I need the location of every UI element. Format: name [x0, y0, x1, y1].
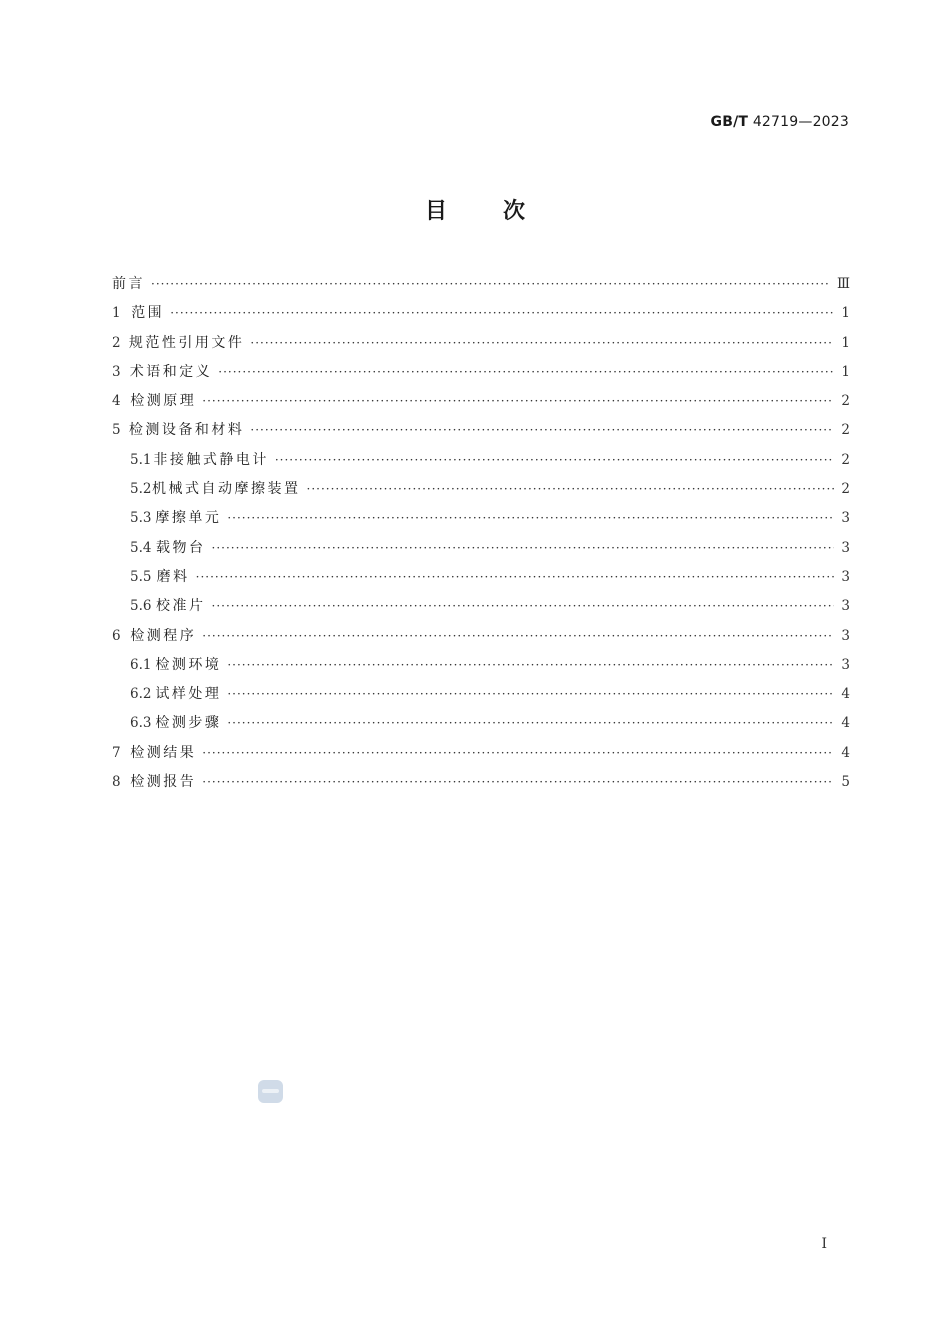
toc-entry-number: 8	[112, 774, 121, 791]
toc-dot-leader	[250, 329, 834, 358]
toc-entry-page: 4	[841, 744, 850, 761]
toc-entry[interactable]	[112, 270, 850, 299]
toc-entry-page: 3	[841, 598, 850, 615]
toc-entry-page: 5	[841, 774, 850, 791]
toc-entry-number: 5.3	[130, 510, 152, 527]
toc-entry-label: 检测原理	[130, 393, 197, 410]
toc-entry-label: 磨料	[156, 568, 190, 585]
toc-entry[interactable]	[112, 768, 850, 797]
standard-prefix: GB/T	[710, 114, 749, 130]
toc-entry-page: 2	[841, 393, 850, 410]
toc-entry[interactable]	[112, 739, 850, 768]
toc-entry-number: 5.4	[130, 539, 152, 556]
toc-entry-label: 非接触式静电计	[153, 451, 269, 468]
toc-entry-label: 校准片	[156, 598, 206, 615]
toc-entry-number: 4	[112, 393, 121, 410]
page-title	[0, 194, 950, 225]
title-char-1: 目	[424, 199, 447, 224]
toc-entry-page: 4	[841, 686, 850, 703]
toc-entry-label: 术语和定义	[129, 363, 213, 380]
toc-dot-leader	[212, 534, 835, 563]
toc-entry-label: 前言	[112, 276, 145, 292]
toc-entry-label: 检测结果	[130, 744, 197, 761]
toc-dot-leader	[202, 622, 834, 651]
toc-entry-label: 范围	[131, 305, 165, 322]
toc-entry[interactable]	[112, 446, 850, 475]
toc-entry-page: 2	[841, 451, 850, 468]
toc-dot-leader	[275, 446, 834, 475]
toc-entry-label: 规范性引用文件	[128, 334, 245, 351]
toc-entry[interactable]	[112, 651, 850, 680]
toc-entry-page: 3	[841, 627, 850, 644]
toc-entry-page: 3	[841, 539, 850, 556]
toc-entry[interactable]	[112, 563, 850, 592]
toc-dot-leader	[218, 358, 834, 387]
toc-entry-label: 机械式自动摩擦装置	[152, 481, 301, 498]
toc-entry-number: 5	[112, 422, 121, 439]
toc-dot-leader	[227, 709, 834, 738]
toc-entry-number: 5.5	[130, 568, 152, 585]
toc-entry-number: 6.1	[130, 656, 152, 673]
toc-entry[interactable]	[112, 680, 850, 709]
table-of-contents	[112, 270, 850, 797]
standard-number: 42719—2023	[752, 114, 849, 130]
toc-entry-page: 1	[841, 334, 850, 351]
toc-entry-number: 3	[112, 363, 121, 380]
toc-entry-number: 5.2	[130, 481, 152, 498]
toc-entry[interactable]	[112, 475, 850, 504]
toc-entry[interactable]	[112, 329, 850, 358]
toc-entry-page: 3	[841, 568, 850, 585]
toc-entry-page: 3	[841, 510, 850, 527]
toc-dot-leader	[227, 651, 834, 680]
toc-dot-leader	[196, 563, 834, 592]
toc-entry-number: 2	[112, 334, 121, 351]
standard-code	[711, 114, 849, 130]
toc-entry-number: 6	[112, 627, 121, 644]
toc-entry[interactable]	[112, 709, 850, 738]
toc-dot-leader	[151, 270, 831, 299]
toc-dot-leader	[250, 416, 834, 445]
toc-entry-label: 检测程序	[130, 627, 197, 644]
toc-entry[interactable]	[112, 622, 850, 651]
toc-entry-label: 检测设备和材料	[128, 422, 245, 439]
title-char-2: 次	[503, 199, 526, 224]
toc-entry-number: 6.3	[130, 715, 152, 732]
toc-entry-label: 试样处理	[155, 686, 222, 703]
toc-dot-leader	[227, 680, 834, 709]
toc-entry-label: 载物台	[156, 539, 206, 556]
toc-entry-label: 检测报告	[130, 774, 197, 791]
toc-dot-leader	[307, 475, 834, 504]
toc-entry-number: 7	[112, 744, 121, 761]
toc-entry-label: 摩擦单元	[155, 510, 222, 527]
toc-entry[interactable]	[112, 534, 850, 563]
toc-entry-page: 2	[841, 422, 850, 439]
toc-entry-number: 5.6	[130, 598, 152, 615]
toc-dot-leader	[202, 739, 834, 768]
toc-entry-page: 1	[841, 305, 850, 322]
toc-entry-number: 5.1	[130, 451, 152, 468]
toc-entry[interactable]	[112, 416, 850, 445]
sac-logo-icon	[258, 1080, 283, 1103]
toc-entry-label: 检测环境	[155, 656, 222, 673]
toc-entry-number: 6.2	[130, 686, 152, 703]
toc-entry-page: Ⅲ	[836, 276, 850, 292]
toc-entry[interactable]	[112, 592, 850, 621]
page-number: I	[821, 1236, 827, 1252]
toc-entry[interactable]	[112, 299, 850, 328]
toc-dot-leader	[227, 504, 834, 533]
toc-dot-leader	[202, 768, 834, 797]
toc-entry-label: 检测步骤	[155, 715, 222, 732]
toc-entry[interactable]	[112, 358, 850, 387]
toc-entry-page: 1	[841, 363, 850, 380]
toc-dot-leader	[202, 387, 834, 416]
toc-entry-page: 4	[841, 715, 850, 732]
toc-entry[interactable]	[112, 504, 850, 533]
toc-entry-page: 2	[841, 481, 850, 498]
toc-entry-number: 1	[112, 305, 121, 322]
toc-dot-leader	[212, 592, 835, 621]
toc-entry[interactable]	[112, 387, 850, 416]
toc-entry-page: 3	[841, 656, 850, 673]
toc-dot-leader	[170, 299, 834, 328]
